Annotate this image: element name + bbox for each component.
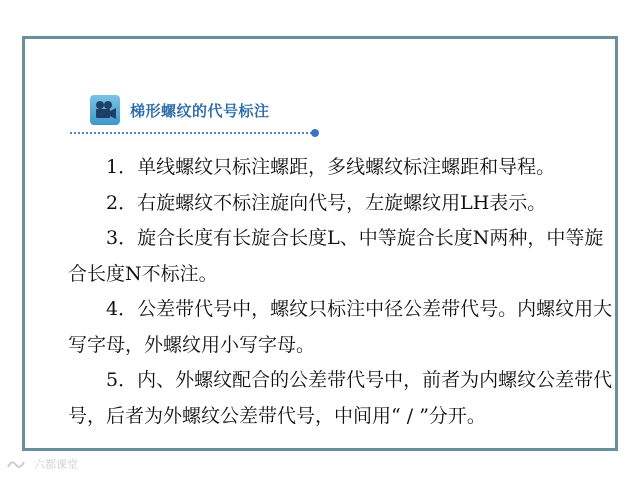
divider-end-dot [311, 129, 319, 137]
watermark-text: 六都课堂 [34, 458, 78, 471]
video-camera-icon [90, 95, 120, 125]
section-header [90, 94, 270, 126]
paragraph-5: 5．内、外螺纹配合的公差带代号中，前者为内螺纹公差带代号，后者为外螺纹公差带代号，中间用“ / ”分开。 [68, 369, 613, 427]
dotted-divider [70, 132, 312, 134]
paragraph-2: 2．右旋螺纹不标注旋向代号，左旋螺纹用LH表示。 [106, 191, 547, 214]
watermark-logo [6, 457, 30, 471]
paragraph-4: 4．公差带代号中，螺纹只标注中径公差带代号。内螺纹用大写字母，外螺纹用小写字母。 [68, 298, 613, 356]
section-title: 梯形螺纹的代号标注 [130, 101, 270, 120]
paragraph-1: 1．单线螺纹只标注螺距，多线螺纹标注螺距和导程。 [106, 156, 556, 178]
paragraph-3: 3．旋合长度有长旋合长度L、中等旋合长度N两种，中等旋合长度N不标注。 [68, 227, 604, 285]
watermark [6, 456, 78, 472]
content-body [68, 150, 616, 434]
